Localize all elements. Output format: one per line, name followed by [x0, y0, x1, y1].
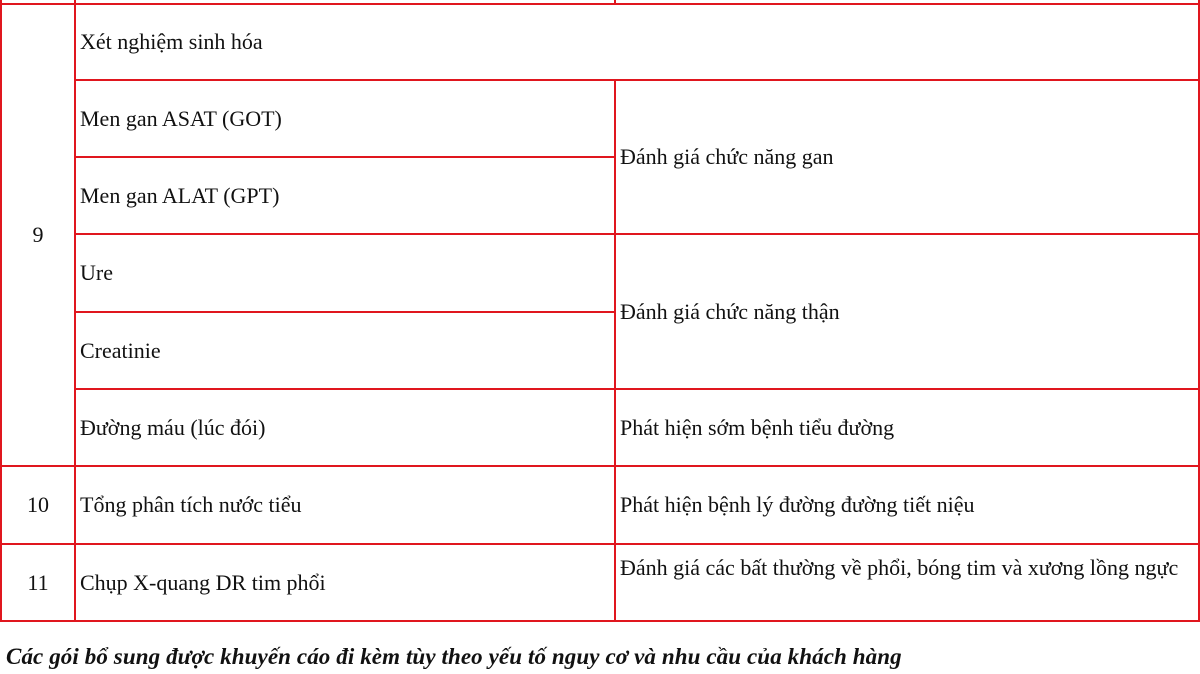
test-fasting-glucose: Đường máu (lúc đói)	[80, 414, 266, 440]
row10-number: 10	[27, 492, 49, 517]
test-gpt: Men gan ALAT (GPT)	[80, 182, 280, 208]
row-border-bottom	[0, 620, 1200, 622]
row11-number: 11	[27, 569, 49, 595]
row10-purpose: Phát hiện bệnh lý đường đường tiết niệu	[620, 492, 975, 517]
footer-note: Các gói bổ sung được khuyến cáo đi kèm tùy theo yếu tố nguy cơ và nhu cầu của khách hàng	[6, 644, 902, 669]
table-border-col2	[614, 80, 616, 622]
row10-test: Tổng phân tích nước tiểu	[80, 492, 302, 517]
test-got: Men gan ASAT (GOT)	[80, 105, 282, 131]
test-creatinine: Creatinie	[80, 337, 161, 363]
row11-purpose: Đánh giá các bất thường về phổi, bóng tim và xương lồng ngực	[620, 555, 1179, 580]
purpose-kidney: Đánh giá chức năng thận	[620, 298, 840, 324]
purpose-diabetes: Phát hiện sớm bệnh tiểu đường	[620, 414, 895, 440]
group9-number: 9	[32, 222, 44, 247]
group9-header: Xét nghiệm sinh hóa	[80, 29, 263, 54]
row11-test: Chụp X-quang DR tim phổi	[80, 569, 326, 595]
test-ure: Ure	[80, 260, 113, 285]
purpose-liver: Đánh giá chức năng gan	[620, 144, 834, 169]
